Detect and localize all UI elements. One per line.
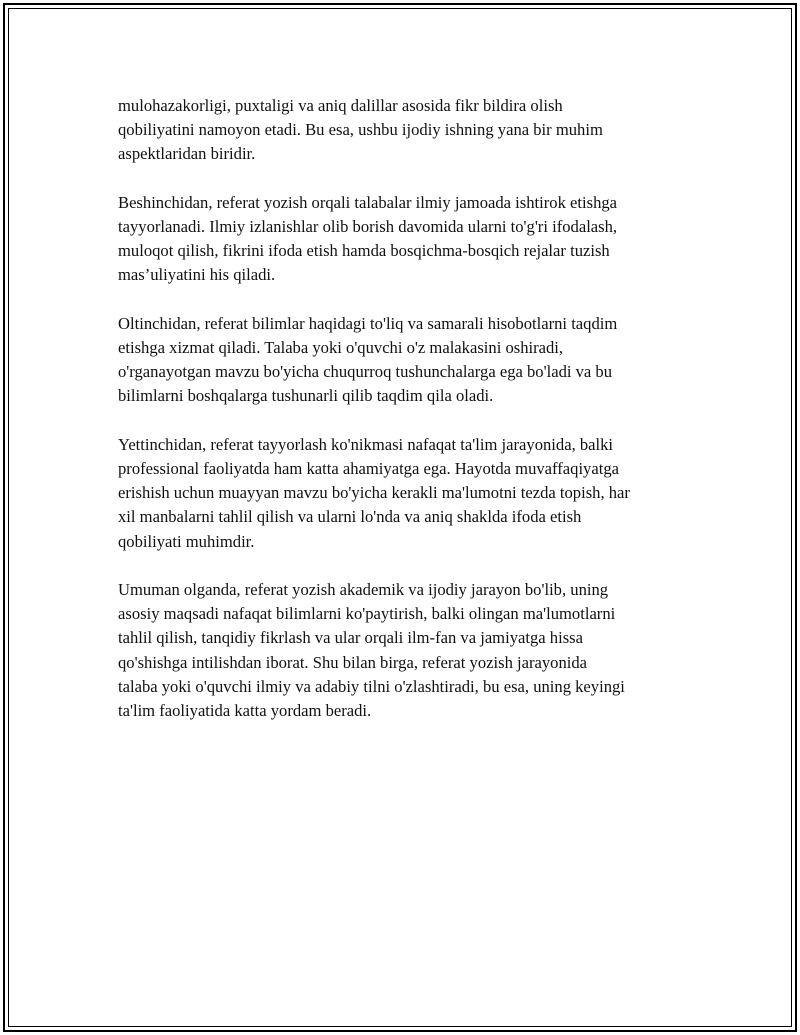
paragraph-4: Yettinchidan, referat tayyorlash ko'nikmasi nafaqat ta'lim jarayonida, balki professional faoliyatda ham katta ahamiyatga ega. Hayotda muvaffaqiyatga erishish uchun muayyan mavzu bo'yicha kerakli ma'lumotni tezda topish, har xil manbalarni tahlil qilish va ularni lo'nda va aniq shaklda ifoda etish qobiliyati muhimdir.	[118, 434, 630, 551]
document-body	[118, 94, 698, 747]
paragraph-3: Oltinchidan, referat bilimlar haqidagi to'liq va samarali hisobotlarni taqdim etishga xizmat qiladi. Talaba yoki o'quvchi o'z malakasini oshiradi, o'rganayotgan mavzu bo'yicha chuqurroq tushunchalarga ega bo'ladi va bu bilimlarni boshqalarga tushunarli qilib taqdim qila oladi.	[118, 313, 618, 406]
paragraph-5: Umuman olganda, referat yozish akademik va ijodiy jarayon bo'lib, uning asosiy maqsadi nafaqat bilimlarni ko'paytirish, balki olingan ma'lumotlarni tahlil qilish, tanqidiy fikrlash va ular orqali ilm-fan va jamiyatga hissa qo'shishga intilishdan iborat. Shu bilan birga, referat yozish jarayonida talaba yoki o'quvchi ilmiy va adabiy tilni o'zlashtiradi, bu esa, uning keyingi ta'lim faoliyatida katta yordam beradi.	[118, 580, 625, 721]
paragraph-2: Beshinchidan, referat yozish orqali talabalar ilmiy jamoada ishtirok etishga tayyorlanadi. Ilmiy izlanishlar olib borish davomida ularni to'g'ri ifodalash, muloqot qilish, fikrini ifoda etish hamda bosqichma-bosqich rejalar tuzish mas’uliyatini his qiladi.	[118, 192, 618, 285]
paragraph-1: mulohazakorligi, puxtaligi va aniq dalillar asosida fikr bildira olish qobiliyatini namoyon etadi. Bu esa, ushbu ijodiy ishning yana bir muhim aspektlaridan biridir.	[118, 96, 603, 164]
